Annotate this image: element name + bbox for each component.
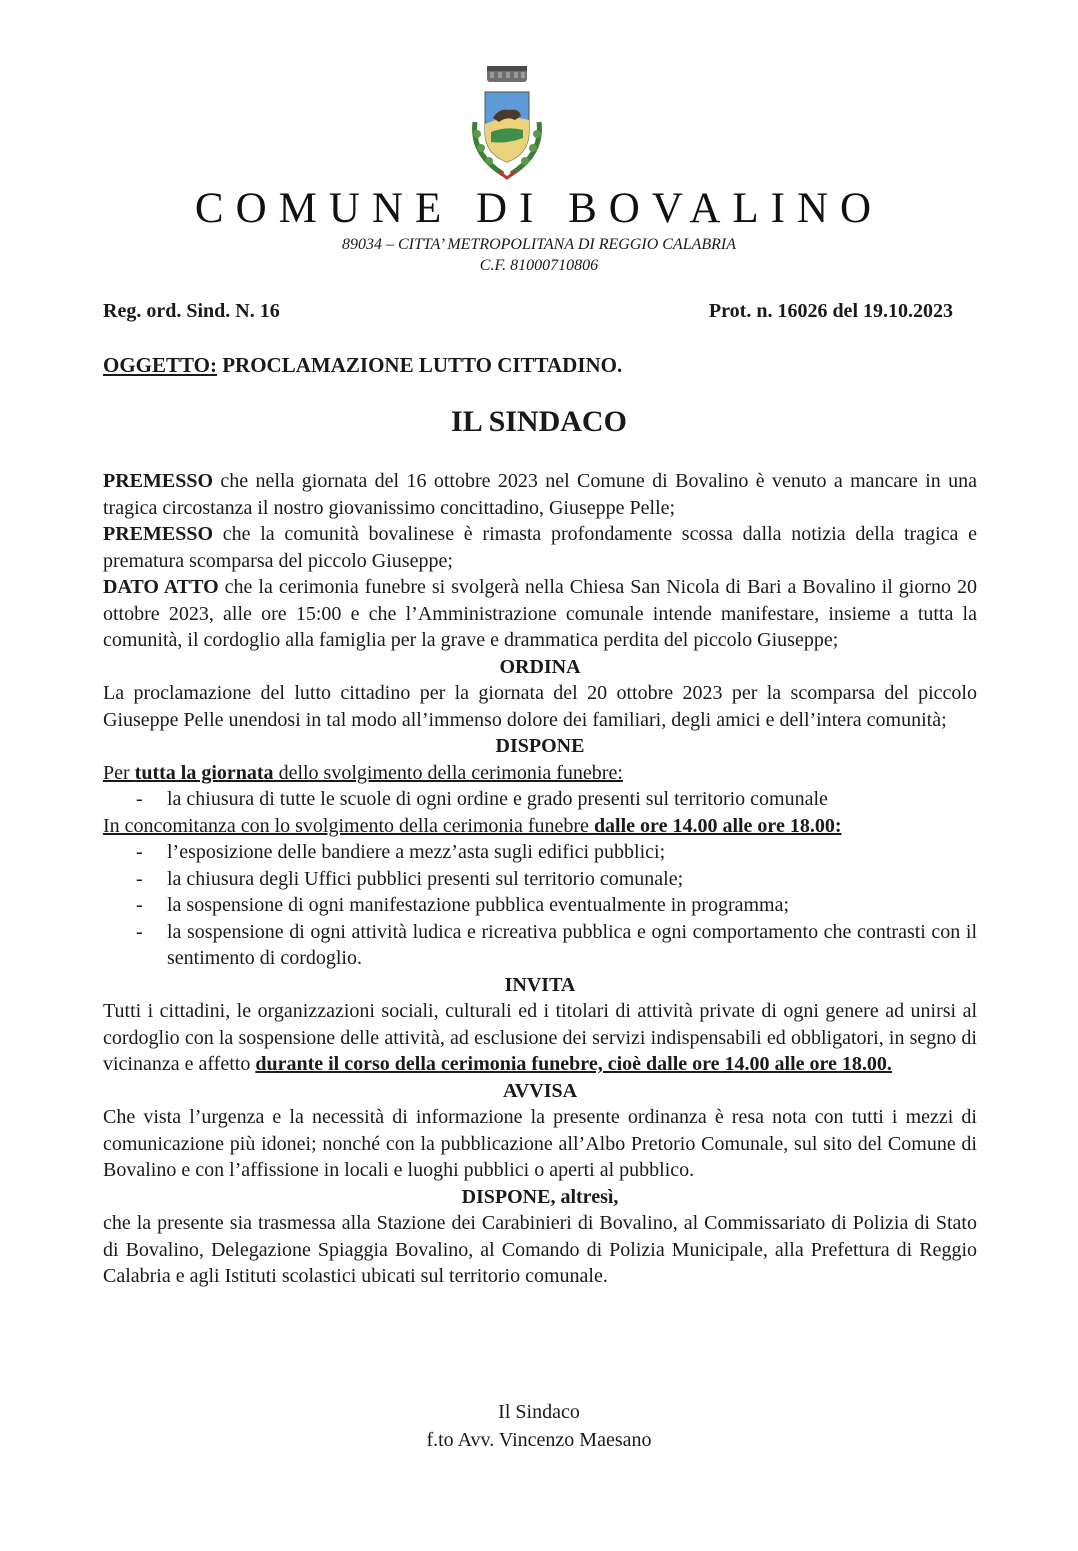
signature-role: Il Sindaco [498, 1401, 580, 1423]
invita-heading: INVITA [504, 973, 576, 996]
signature-block [0, 1398, 1078, 1454]
list-item: - la sospensione di ogni attività ludica e ricreativa pubblica e ogni comportamento che contrasti con il sentimento di cordoglio. [103, 919, 977, 972]
dispone-altresi-text: che la presente sia trasmessa alla Stazione dei Carabinieri di Bovalino, al Commissariato di Polizia di Stato di Bovalino, Delegazione Spiaggia Bovalino, al Comando di Polizia Municipale, alla Prefettura di Reggio Calabria e agli Istituti scolastici ubicati sul territorio comunale. [103, 1212, 977, 1287]
premise-keyword: PREMESSO [103, 523, 214, 545]
premise-paragraph [103, 574, 977, 654]
list-item: - l’esposizione delle bandiere a mezz’asta sugli edifici pubblici; [103, 839, 977, 866]
invita-emphasis: durante il corso della cerimonia funebre, cioè dalle ore 14.00 alle ore 18.00. [255, 1053, 892, 1075]
town-name: COMUNE DI BOVALINO [194, 185, 884, 232]
avvisa-text: Che vista l’urgenza e la necessità di informazione la presente ordinanza è resa nota con tutti i mezzi di comunicazione più idonei; nonché con la pubblicazione all’Albo Pretorio Comunale, sul sito del Comune di Bovalino e con l’affissione in locali e luoghi pubblici o aperti al pubblico. [103, 1106, 977, 1181]
dispone-list-2 [103, 839, 977, 972]
dispone-altresi-heading: DISPONE, altresì, [461, 1185, 619, 1208]
dispone-heading: DISPONE [495, 735, 585, 757]
avvisa-heading: AVVISA [502, 1079, 578, 1102]
town-address: 89034 – CITTA’ METROPOLITANA DI REGGIO CALABRIA [341, 236, 737, 253]
premise-paragraph [103, 521, 977, 574]
protocol-number: Prot. n. 16026 del 19.10.2023 [708, 300, 953, 322]
document-title: IL SINDACO [451, 405, 627, 438]
invita-text [103, 998, 977, 1078]
registry-number: Reg. ord. Sind. N. 16 [103, 300, 280, 322]
intro-1-pre: Per [103, 761, 135, 784]
premise-keyword: PREMESSO [103, 470, 214, 492]
list-item: - la sospensione di ogni manifestazione pubblica eventualmente in programma; [103, 892, 977, 919]
premise-text: che la cerimonia funebre si svolgerà nella Chiesa San Nicola di Bari a Bovalino il giorno 20 ottobre 2023, alle ore 15:00 e che l’Amministrazione comunale intende manifestare, insieme a tutta la comunità, il cordoglio alla famiglia per la grave e drammatica perdita del piccolo Giuseppe; [103, 576, 977, 651]
subject-text: PROCLAMAZIONE LUTTO CITTADINO. [216, 353, 623, 377]
signature-name: f.to Avv. Vincenzo Maesano [426, 1429, 652, 1451]
subject-line [103, 353, 622, 378]
subject-label: OGGETTO: [103, 353, 217, 377]
list-item: - la chiusura di tutte le scuole di ogni ordine e grado presenti sul territorio comunale [103, 786, 977, 813]
invita-body: Tutti i cittadini, le organizzazioni sociali, culturali ed i titolari di attività private di ogni genere ad unirsi al cordoglio con la sospensione delle attività, ad esclusione dei servizi indispensabili ed obbligatori, in segno di vicinanza e affetto [103, 1000, 977, 1075]
fiscal-code: C.F. 81000710806 [479, 257, 599, 274]
premise-paragraph [103, 468, 977, 521]
intro-1-post: dello svolgimento della cerimonia funebre: [273, 761, 623, 784]
municipal-coat-of-arms-icon [463, 62, 551, 184]
premise-keyword: DATO ATTO [103, 576, 219, 598]
list-item: - la chiusura degli Uffici pubblici presenti sul territorio comunale; [103, 866, 977, 893]
intro-2-bold: dalle ore 14.00 alle ore 18.00: [593, 814, 842, 837]
premise-text: che nella giornata del 16 ottobre 2023 nel Comune di Bovalino è venuto a mancare in una tragica circostanza il nostro giovanissimo concittadino, Giuseppe Pelle; [103, 470, 977, 519]
document-body [103, 468, 977, 1290]
premise-text: che la comunità bovalinese è rimasta profondamente scossa dalla notizia della tragica e prematura scomparsa del piccolo Giuseppe; [103, 523, 977, 572]
dispone-list-1 [103, 786, 977, 813]
intro-2-pre: In concomitanza con lo svolgimento della cerimonia funebre [103, 814, 594, 837]
ordina-text: La proclamazione del lutto cittadino per la giornata del 20 ottobre 2023 per la scomparsa del piccolo Giuseppe Pelle unendosi in tal modo all’immenso dolore dei familiari, degli amici e dell’intera comunità; [103, 682, 977, 731]
intro-1-bold: tutta la giornata [134, 761, 274, 784]
dispone-intro-1 [103, 760, 977, 787]
dispone-intro-2 [103, 813, 977, 840]
ordina-heading: ORDINA [499, 655, 581, 678]
